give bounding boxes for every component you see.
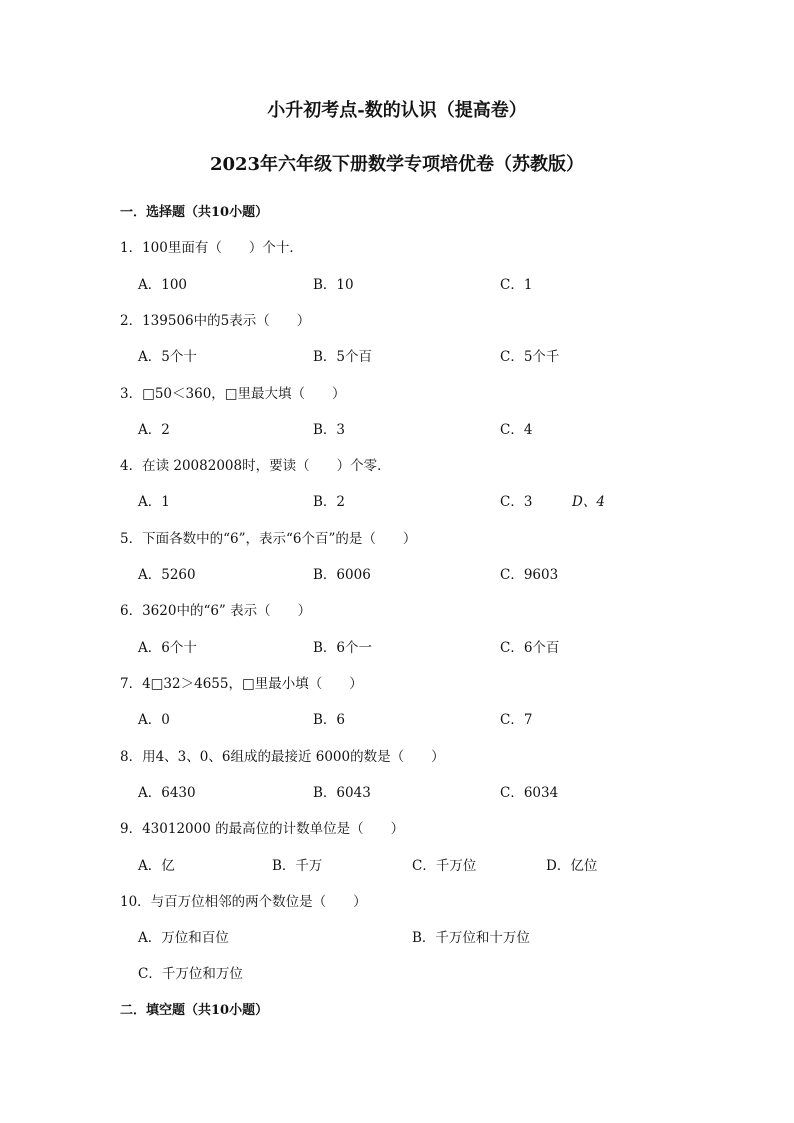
option-c: C．4 xyxy=(500,422,533,438)
question-stem: 5．下面各数中的“6”，表示“6个百”的是（ ） xyxy=(120,531,417,547)
question-stem: 9．43012000 的最高位的计数单位是（ ） xyxy=(120,821,405,837)
option-b: B．6个一 xyxy=(313,640,373,656)
option-b: B．2 xyxy=(313,494,346,510)
question-stem: 10．与百万位相邻的两个数位是（ ） xyxy=(120,894,367,910)
page-title: 小升初考点-数的认识（提高卷） xyxy=(267,100,527,121)
option-c: C．3 xyxy=(500,494,533,510)
option-c: C．5个千 xyxy=(500,349,560,365)
option-d: D．亿位 xyxy=(546,858,598,874)
option-c: C．千万位和万位 xyxy=(138,966,243,982)
option-a: A．5个十 xyxy=(138,349,197,365)
option-a: A．6个十 xyxy=(138,640,197,656)
question-stem: 8．用4、3、0、6组成的最接近 6000的数是（ ） xyxy=(120,749,445,765)
option-a: A．1 xyxy=(138,494,170,510)
option-c: C．6个百 xyxy=(500,640,560,656)
page-subtitle: 2023年六年级下册数学专项培优卷（苏教版） xyxy=(209,154,585,175)
option-c: C．6034 xyxy=(500,785,559,801)
question-stem: 2．139506中的5表示（ ） xyxy=(120,313,311,329)
option-d: D、4 xyxy=(572,494,605,510)
option-b: B．5个百 xyxy=(313,349,373,365)
question-stem: 4．在读 20082008时，要读（ ）个零． xyxy=(120,458,391,474)
question-stem: 3．□50＜360，□里最大填（ ） xyxy=(120,386,346,402)
option-a: A．100 xyxy=(138,277,188,293)
question-stem: 6．3620中的“6” 表示（ ） xyxy=(120,603,312,619)
option-a: A．0 xyxy=(138,712,170,728)
option-c: C．千万位 xyxy=(412,858,477,874)
option-a: A．万位和百位 xyxy=(138,930,229,946)
section-heading-choice: 一．选择题（共10小题） xyxy=(120,205,269,220)
question-stem: 7．4□32＞4655，□里最小填（ ） xyxy=(120,676,363,692)
section-heading-fill: 二．填空题（共10小题） xyxy=(120,1003,269,1018)
option-a: A．亿 xyxy=(138,858,175,874)
option-b: B．10 xyxy=(313,277,354,293)
option-b: B．6006 xyxy=(313,567,371,583)
option-b: B．6 xyxy=(313,712,346,728)
question-stem: 1．100里面有（ ）个十． xyxy=(120,240,303,256)
option-b: B．千万 xyxy=(272,858,323,874)
option-a: A．2 xyxy=(138,422,170,438)
option-b: B．千万位和十万位 xyxy=(412,930,530,946)
option-c: C．9603 xyxy=(500,567,559,583)
option-b: B．3 xyxy=(313,422,346,438)
option-b: B．6043 xyxy=(313,785,371,801)
option-a: A．5260 xyxy=(138,567,196,583)
option-a: A．6430 xyxy=(138,785,196,801)
option-c: C．7 xyxy=(500,712,533,728)
option-c: C．1 xyxy=(500,277,533,293)
